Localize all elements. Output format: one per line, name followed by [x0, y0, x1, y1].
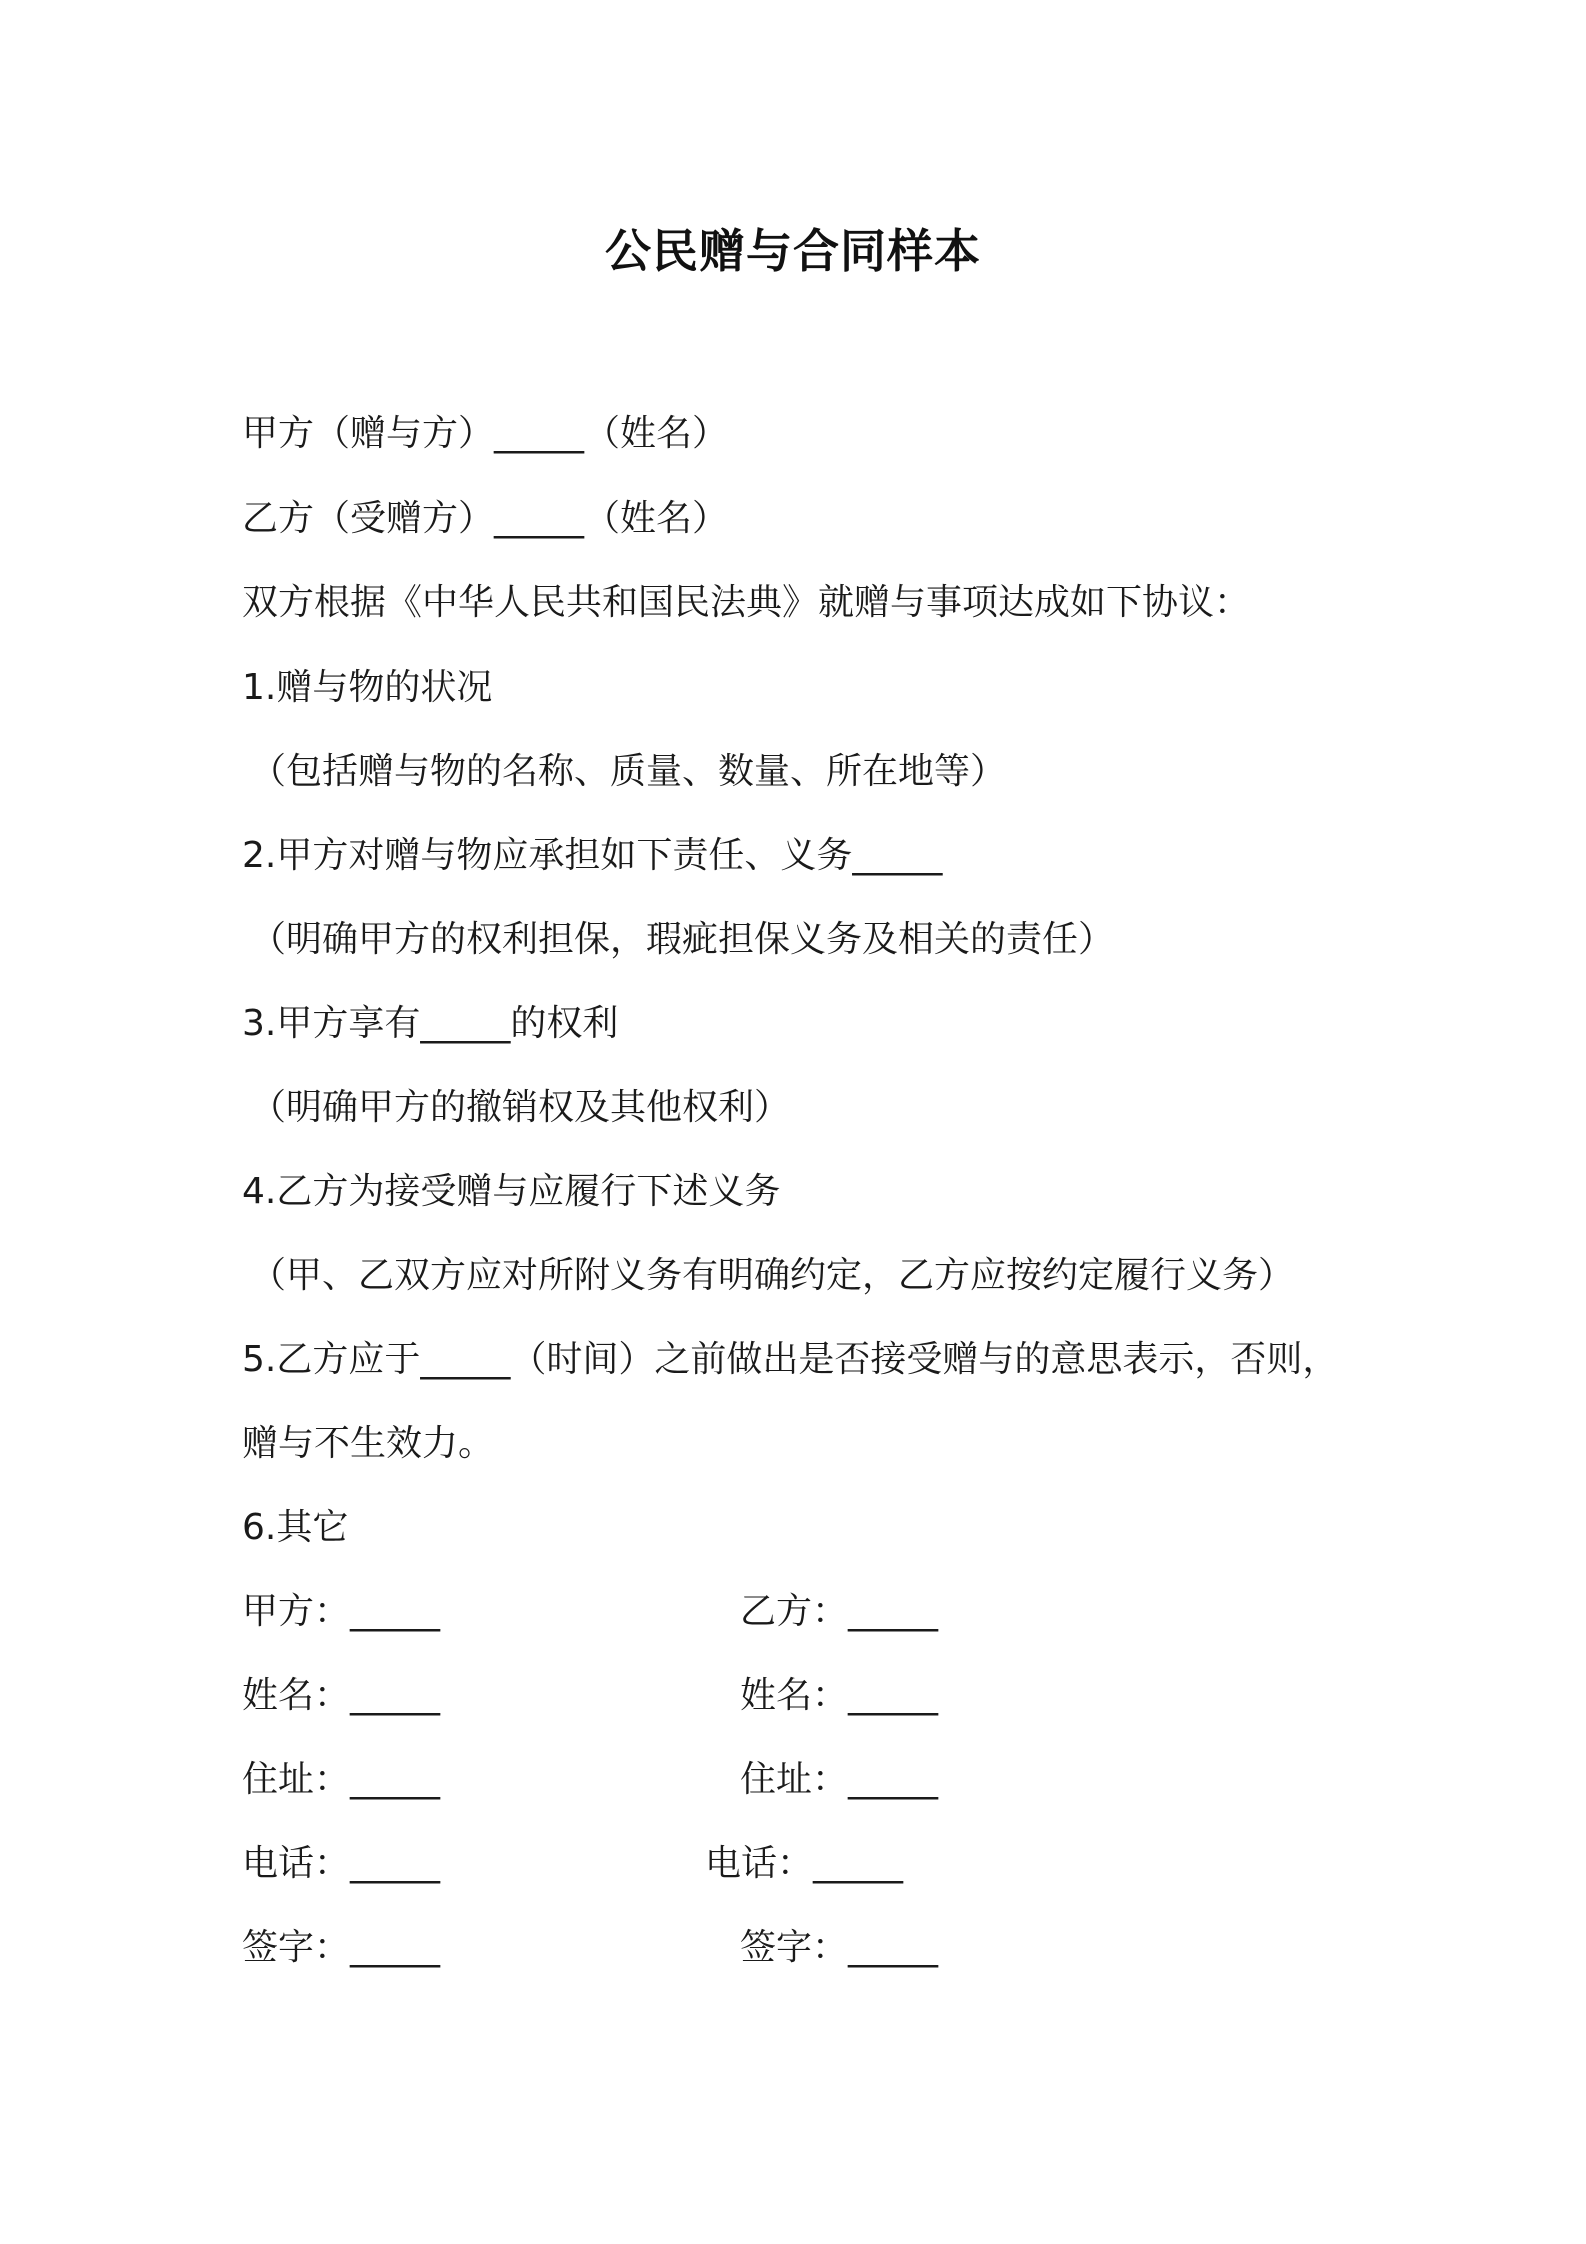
document-title: 公民赠与合同样本: [605, 224, 981, 278]
signature-sign-b: 签字：_____: [740, 1927, 939, 1968]
signature-party-a: 甲方：_____: [242, 1591, 441, 1632]
clause-1-heading: 1.赠与物的状况: [242, 667, 493, 708]
party-a-line: 甲方（赠与方）_____（姓名）: [242, 413, 729, 454]
clause-2-heading: 2.甲方对赠与物应承担如下责任、义务_____: [242, 835, 943, 876]
signature-address-a: 住址：_____: [242, 1759, 441, 1800]
signature-phone-b: 电话：_____: [705, 1843, 904, 1884]
signature-sign-a: 签字：_____: [242, 1927, 441, 1968]
clause-6-heading: 6.其它: [242, 1507, 349, 1548]
clause-1-note: （包括赠与物的名称、质量、数量、所在地等）: [250, 751, 1007, 792]
signature-phone-a: 电话：_____: [242, 1843, 441, 1884]
clause-5-continuation: 赠与不生效力。: [242, 1423, 495, 1464]
signature-name-a: 姓名：_____: [242, 1675, 441, 1716]
clause-4-note: （甲、乙双方应对所附义务有明确约定，乙方应按约定履行义务）: [250, 1255, 1295, 1296]
clause-5-heading: 5.乙方应于_____（时间）之前做出是否接受赠与的意思表示，否则，: [242, 1339, 1339, 1380]
signature-name-b: 姓名：_____: [740, 1675, 939, 1716]
preamble: 双方根据《中华人民共和国民法典》就赠与事项达成如下协议：: [242, 582, 1251, 623]
clause-2-note: （明确甲方的权利担保，瑕疵担保义务及相关的责任）: [250, 919, 1115, 960]
party-b-line: 乙方（受赠方）_____（姓名）: [242, 498, 729, 539]
clause-3-note: （明确甲方的撤销权及其他权利）: [250, 1087, 791, 1128]
signature-address-b: 住址：_____: [740, 1759, 939, 1800]
clause-4-heading: 4.乙方为接受赠与应履行下述义务: [242, 1171, 781, 1212]
signature-party-b: 乙方：_____: [740, 1591, 939, 1632]
clause-3-heading: 3.甲方享有_____的权利: [242, 1003, 619, 1044]
